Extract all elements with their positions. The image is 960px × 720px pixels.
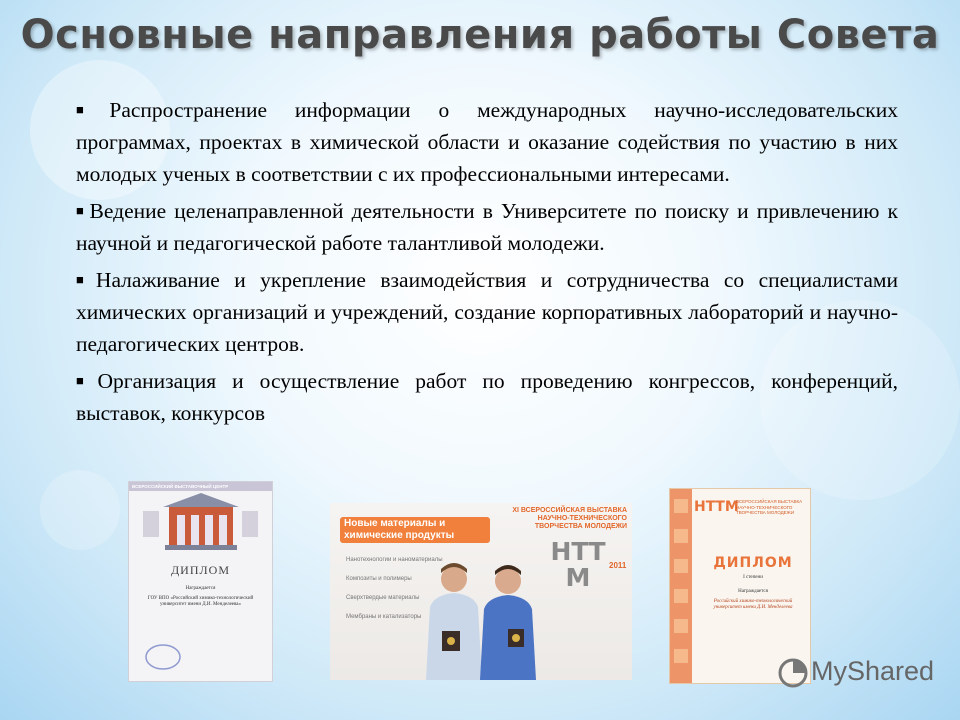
nttm-year: 2011 xyxy=(609,561,627,570)
bullet-text: Распространение информации о международных научно-исследовательских программах, проектах в химической области и оказание содействия по участию в них молодых ученых в соответствии с их профессиональными интересами. xyxy=(76,98,898,186)
bullet-text: Налаживание и укрепление взаимодействия и сотрудничества со специалистами химических организаций и учреждений, создание корпоративных лабораторий и научно-педагогических центров. xyxy=(76,268,898,356)
square-bullet-icon: ■ xyxy=(76,373,95,388)
banner-topic: Мембраны и катализаторы xyxy=(346,614,422,620)
nttm-logo: НТТМ xyxy=(550,537,606,592)
diploma-header: ВСЕРОССИЙСКАЯ ВЫСТАВКА НАУЧНО-ТЕХНИЧЕСКОГО ТВОРЧЕСТВА МОЛОДЕЖИ xyxy=(736,499,803,515)
bullet-item xyxy=(76,264,898,360)
diploma-title: ДИПЛОМ xyxy=(713,555,793,571)
bullet-text: Ведение целенаправленной деятельности в Университете по поиску и привлечению к научной и педагогической работе талантливой молодежи. xyxy=(76,199,898,255)
banner-top-text: XI ВСЕРОССИЙСКАЯ ВЫСТАВКА НАУЧНО-ТЕХНИЧЕСКОГО ТВОРЧЕСТВА МОЛОДЕЖИ xyxy=(512,507,627,530)
banner-main-text: Новые материалы и химические продукты xyxy=(344,518,455,541)
stamp-icon xyxy=(143,642,183,672)
watermark-label: MyShared xyxy=(811,656,935,686)
diploma-left-image xyxy=(128,481,273,682)
diploma-nttm-logo: НТТМ xyxy=(694,499,739,515)
diploma-header: ВСЕРОССИЙСКИЙ ВЫСТАВОЧНЫЙ ЦЕНТР xyxy=(129,482,272,491)
diploma-awarded-label: Награждается xyxy=(738,589,768,594)
bullet-item xyxy=(76,195,898,259)
exhibition-photo xyxy=(330,503,632,680)
square-bullet-icon: ■ xyxy=(76,203,87,218)
diploma-recipient: ГОУ ВПО «Российский химико-технологический университет имени Д.И. Менделеева» xyxy=(147,596,254,607)
diploma-awarded-label: Награждается xyxy=(185,586,216,591)
diploma-title: ДИПЛОМ xyxy=(171,563,230,577)
building-emblem-icon xyxy=(129,491,272,553)
bullet-list xyxy=(76,94,898,434)
bullet-text: Организация и осуществление работ по проведению конгрессов, конференций, выставок, конкурсов xyxy=(76,369,898,425)
myshared-watermark xyxy=(778,655,948,691)
diploma-degree: I степени xyxy=(743,575,763,580)
banner-topic: Нанотехнологии и наноматериалы xyxy=(346,557,443,563)
square-bullet-icon: ■ xyxy=(76,272,93,287)
banner-topic: Сверхтвердые материалы xyxy=(346,595,420,601)
two-people-figure xyxy=(330,503,632,680)
bullet-item xyxy=(76,94,898,190)
square-bullet-icon: ■ xyxy=(76,102,107,117)
banner-topic: Композиты и полимеры xyxy=(346,576,412,582)
diploma-recipient: Российский химико-технологический университет имени Д.И. Менделеева xyxy=(713,599,793,610)
slide-title: Основные направления работы Совета xyxy=(20,12,940,58)
myshared-logo-icon xyxy=(778,658,808,688)
bullet-item xyxy=(76,365,898,429)
background-flare xyxy=(40,470,120,550)
